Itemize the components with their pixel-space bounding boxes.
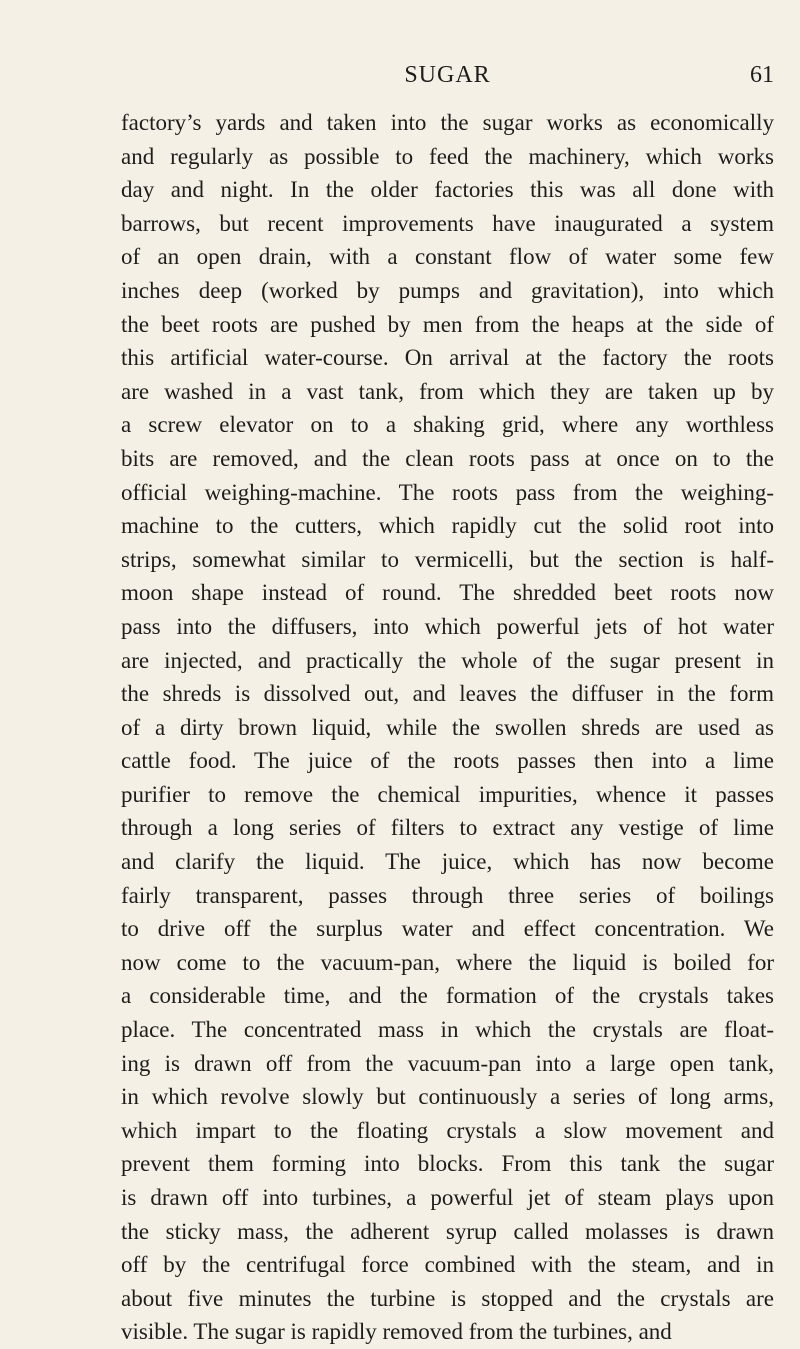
text-line: is drawn off into turbines, a powerful jet of steam plays upon	[121, 1185, 774, 1210]
text-line: fairly transparent, passes through three series of boilings	[121, 882, 774, 908]
text-line: and clarify the liquid. The juice, which has now become	[121, 849, 774, 875]
text-line: purifier to remove the chemical impurities, whence it passes	[121, 781, 774, 807]
running-title: SUGAR	[404, 62, 491, 88]
text-line: and regularly as possible to feed the machinery, which works	[121, 143, 774, 169]
text-line: which impart to the floating crystals a slow movement and	[121, 1117, 774, 1143]
text-line: to drive off the surplus water and effect concentration. We	[121, 916, 774, 942]
text-line: through a long series of filters to extract any vestige of lime	[121, 815, 774, 841]
text-line: now come to the vacuum-pan, where the liquid is boiled for	[121, 949, 774, 975]
text-line: a considerable time, and the formation of the crystals takes	[121, 983, 774, 1009]
text-line: the sticky mass, the adherent syrup called molasses is drawn	[121, 1218, 774, 1244]
text-line: place. The concentrated mass in which the crystals are float-	[121, 1017, 774, 1043]
text-line: are washed in a vast tank, from which they are taken up by	[121, 378, 774, 404]
text-line: day and night. In the older factories this was all done with	[121, 177, 774, 203]
body-text	[121, 106, 774, 1349]
text-line: in which revolve slowly but continuously a series of long arms,	[121, 1084, 774, 1110]
text-line: cattle food. The juice of the roots passes then into a lime	[121, 748, 774, 774]
text-line: of an open drain, with a constant flow of water some few	[121, 244, 774, 270]
running-head	[121, 62, 774, 96]
text-line: ing is drawn off from the vacuum-pan into a large open tank,	[121, 1050, 774, 1076]
text-line: factory’s yards and taken into the sugar works as economically	[121, 110, 774, 135]
text-line: moon shape instead of round. The shredded beet roots now	[121, 580, 774, 606]
text-line: about five minutes the turbine is stopped and the crystals are	[121, 1285, 774, 1311]
text-line: this artificial water-course. On arrival at the factory the roots	[121, 345, 774, 371]
text-line: are injected, and practically the whole of the sugar present in	[121, 647, 774, 673]
text-line: official weighing-machine. The roots pass from the weighing-	[121, 479, 774, 505]
text-line: off by the centrifugal force combined with the steam, and in	[121, 1252, 774, 1278]
text-line: of a dirty brown liquid, while the swollen shreds are used as	[121, 714, 774, 740]
text-line: visible. The sugar is rapidly removed from the turbines, and	[121, 1319, 672, 1345]
text-line: pass into the diffusers, into which powerful jets of hot water	[121, 613, 774, 639]
page-number: 61	[750, 62, 774, 88]
text-line: inches deep (worked by pumps and gravitation), into which	[121, 277, 774, 303]
text-line: machine to the cutters, which rapidly cut the solid root into	[121, 513, 774, 539]
text-line: the shreds is dissolved out, and leaves the diffuser in the form	[121, 681, 774, 707]
text-line: the beet roots are pushed by men from the heaps at the side of	[121, 311, 774, 337]
text-line: prevent them forming into blocks. From this tank the sugar	[121, 1151, 774, 1177]
text-line: bits are removed, and the clean roots pass at once on to the	[121, 445, 774, 471]
text-line: strips, somewhat similar to vermicelli, but the section is half-	[121, 546, 774, 572]
text-line: a screw elevator on to a shaking grid, where any worthless	[121, 412, 774, 438]
text-line: barrows, but recent improvements have inaugurated a system	[121, 210, 774, 236]
